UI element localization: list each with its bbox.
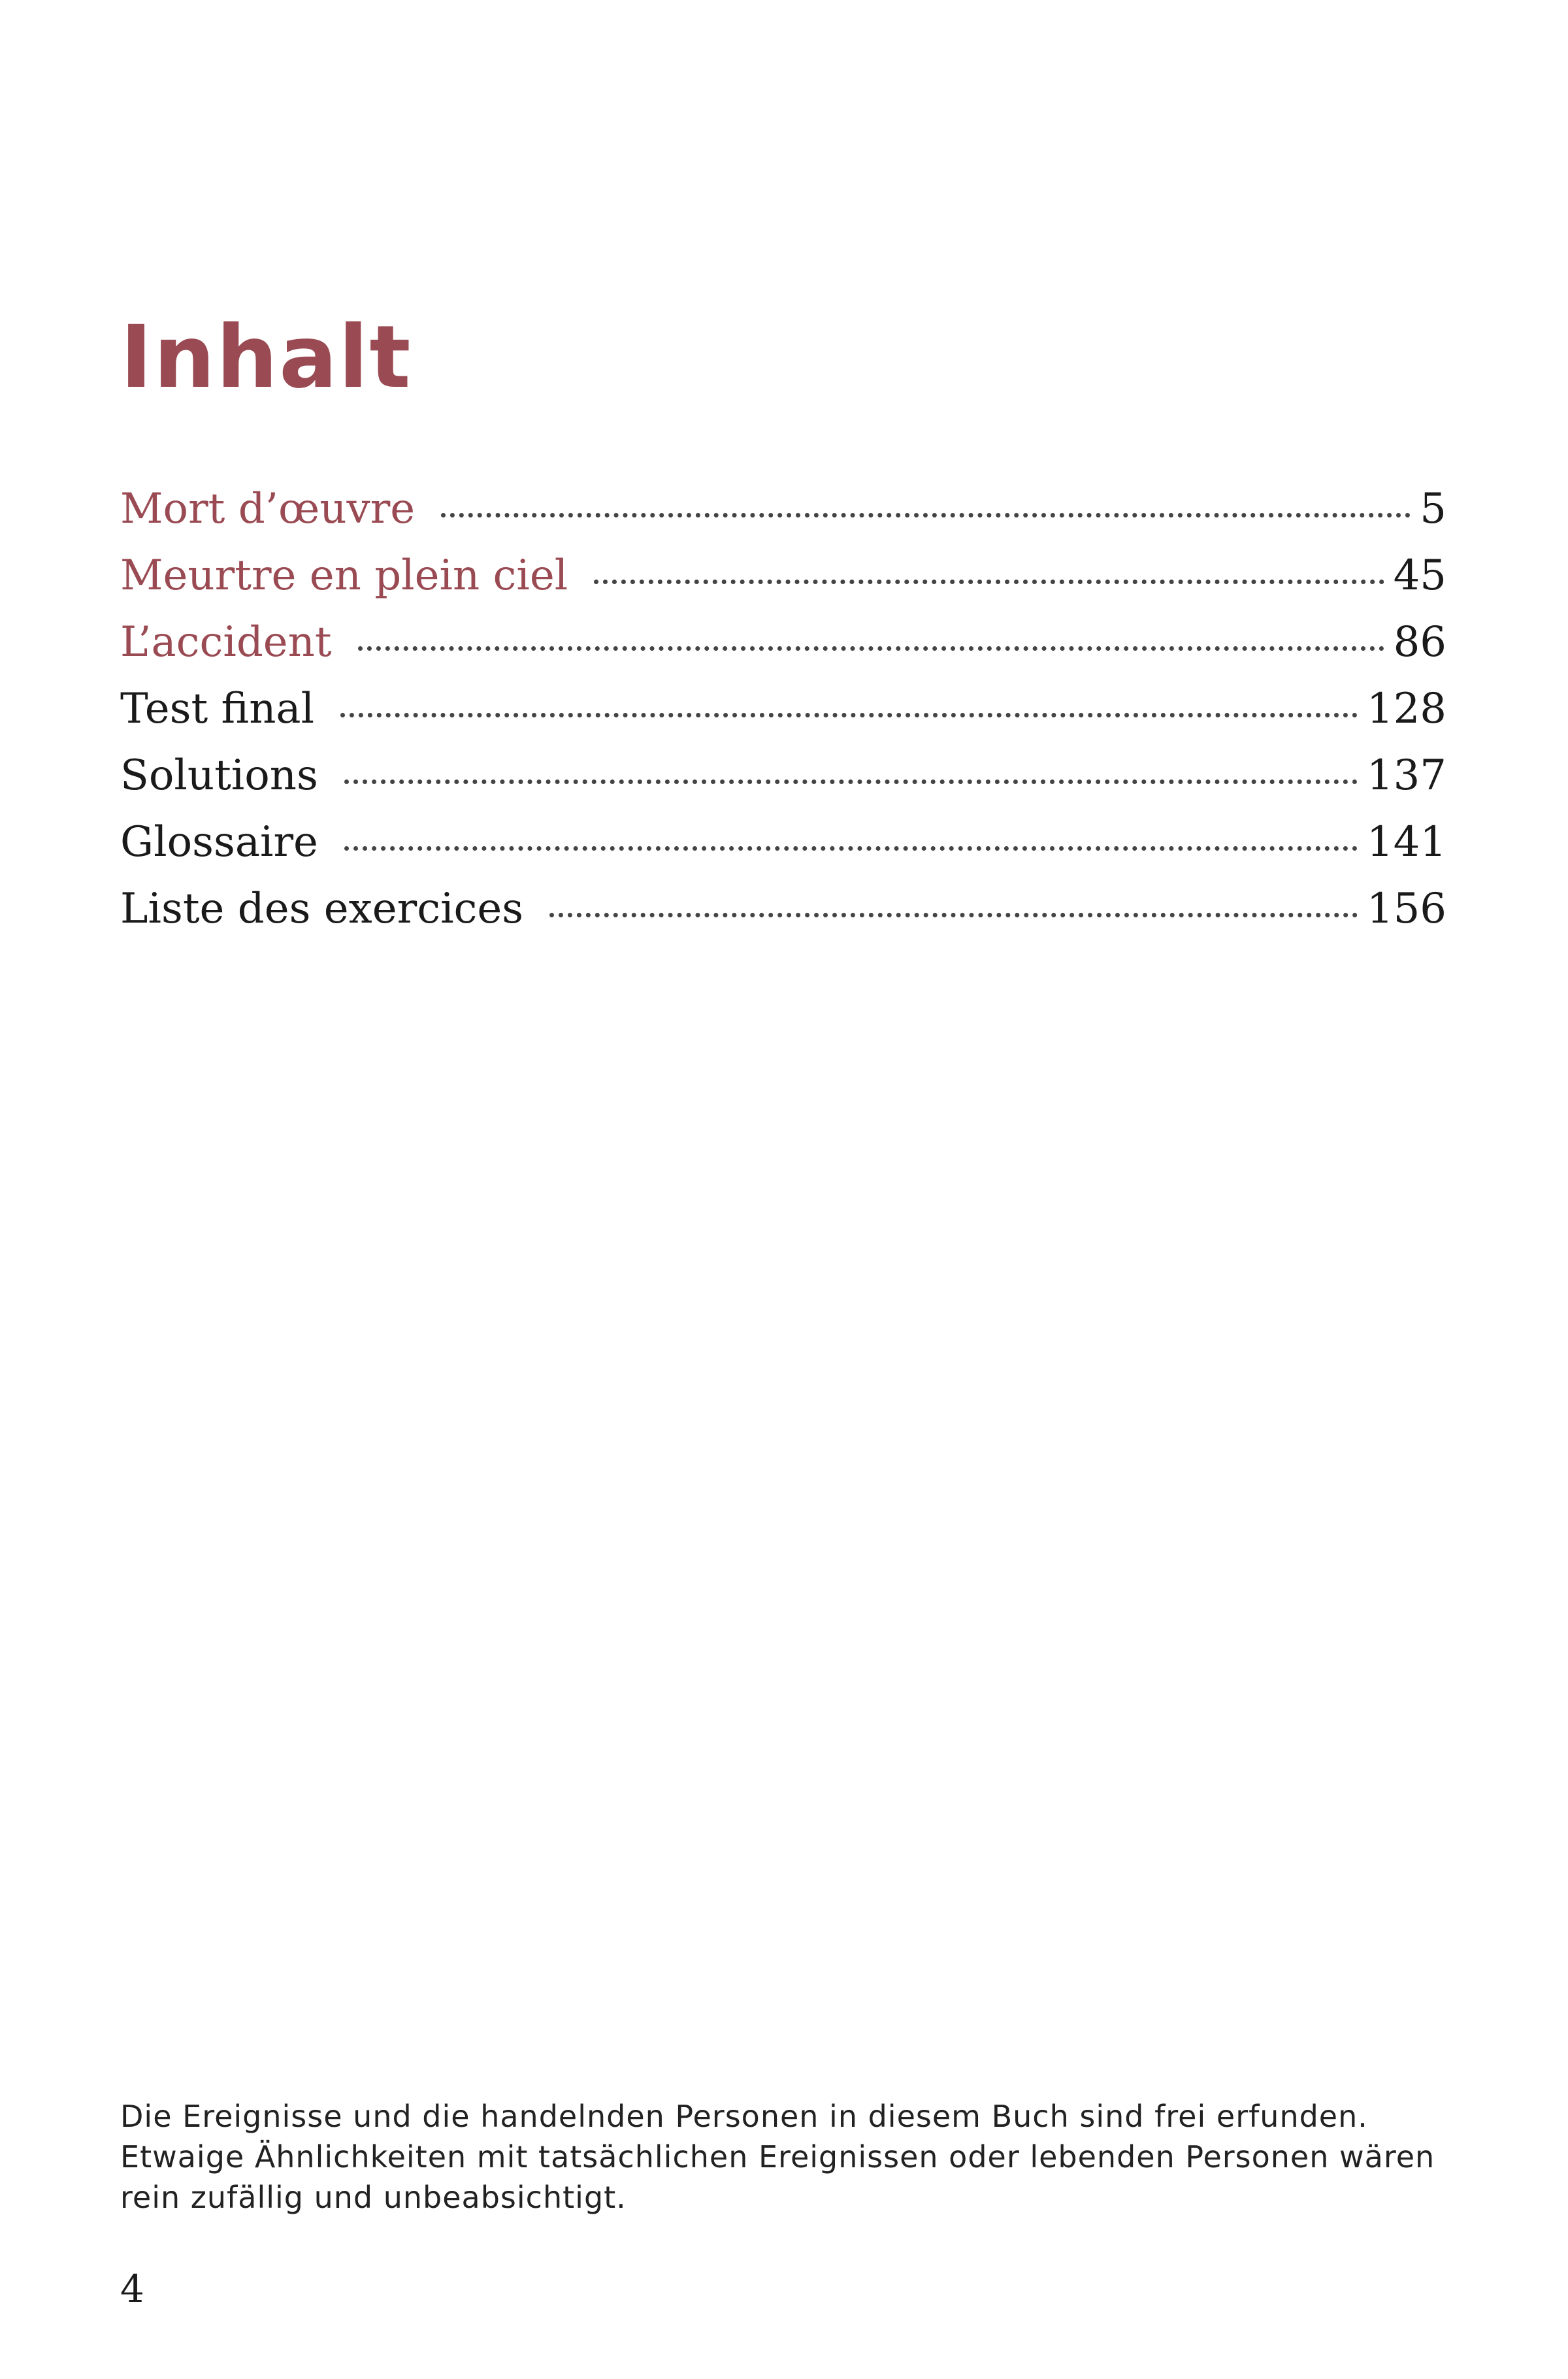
page-number: 4 <box>120 2267 144 2311</box>
toc-dot-leader <box>441 513 1411 517</box>
disclaimer-text: Die Ereignisse und die handelnden Personen in diesem Buch sind frei erfunden. Etwaige Ähnlichkeiten mit tatsächlichen Ereignissen oder lebenden Personen wären rein zufällig und unbeabsichtigt. <box>120 2099 1435 2215</box>
toc-entry-title: Solutions <box>120 751 318 800</box>
toc-entry[interactable] <box>120 809 1446 876</box>
toc-entry-title: L’accident <box>120 618 332 666</box>
toc-entry-page: 86 <box>1393 618 1446 666</box>
toc-entry[interactable] <box>120 542 1446 609</box>
toc-entry-title: Test final <box>120 685 315 733</box>
toc-entry[interactable] <box>120 742 1446 809</box>
toc-entry-title: Glossaire <box>120 818 318 866</box>
toc-dot-leader <box>340 713 1358 717</box>
toc-entry-title: Liste des exercices <box>120 885 524 933</box>
toc-dot-leader <box>344 846 1358 851</box>
toc-entry[interactable] <box>120 609 1446 676</box>
toc-entry[interactable] <box>120 676 1446 742</box>
toc-dot-leader <box>358 646 1384 651</box>
toc-entry-page: 156 <box>1366 885 1446 933</box>
toc-entry-page: 45 <box>1393 551 1446 600</box>
toc-entry-page: 5 <box>1420 485 1446 533</box>
page-title: Inhalt <box>120 307 412 408</box>
toc-entry-page: 137 <box>1366 751 1446 800</box>
toc-entry-title: Mort d’œuvre <box>120 485 416 533</box>
toc-entry-title: Meurtre en plein ciel <box>120 551 568 600</box>
toc-entry-page: 141 <box>1366 818 1446 866</box>
toc-dot-leader <box>549 913 1358 917</box>
toc-entry-page: 128 <box>1366 685 1446 733</box>
toc-dot-leader <box>594 580 1384 584</box>
toc-dot-leader <box>344 779 1358 784</box>
table-of-contents <box>120 476 1446 942</box>
toc-entry[interactable] <box>120 876 1446 942</box>
toc-entry[interactable] <box>120 476 1446 542</box>
